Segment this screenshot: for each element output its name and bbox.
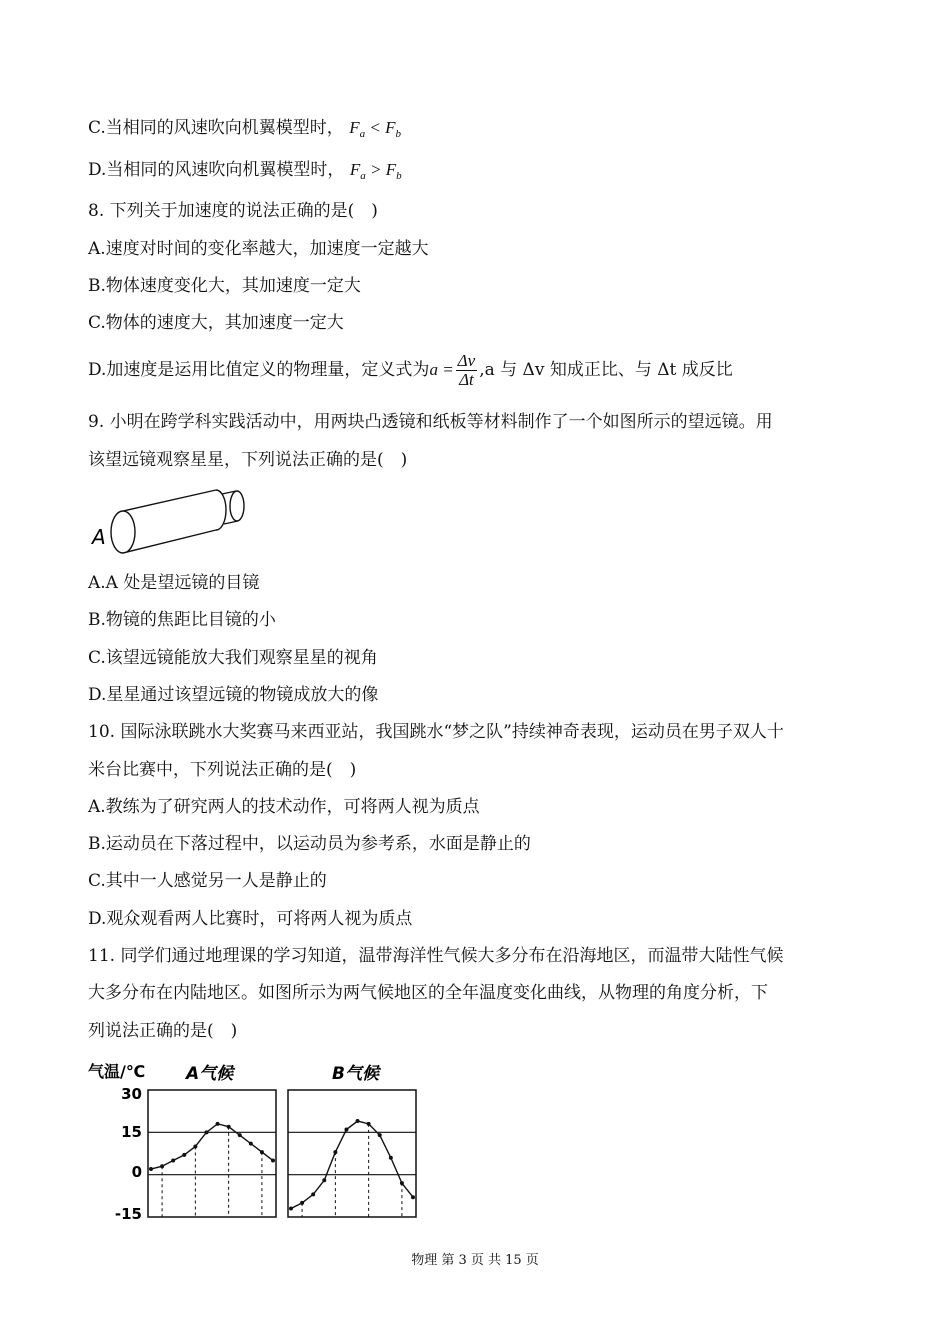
q10-option-a: A.教练为了研究两人的技术动作，可将两人视为质点 <box>88 797 480 817</box>
q10-option-b: B.运动员在下落过程中，以运动员为参考系，水面是静止的 <box>88 834 531 854</box>
chart-a-point <box>149 1167 153 1171</box>
chart-b-point <box>378 1133 382 1137</box>
q11-stem-line1: 11. 同学们通过地理课的学习知道，温带海洋性气候大多分布在沿海地区，而温带大陆性气候 <box>88 946 784 966</box>
q7-option-c: C.当相同的风速吹向机翼模型时， $F_a < F_b$ <box>88 118 401 140</box>
q7-option-d-formula-render: $F_a > F_b$ <box>349 160 402 182</box>
q10-option-c: C.其中一人感觉另一人是静止的 <box>88 871 327 891</box>
chart-a-point <box>227 1125 231 1129</box>
q8-option-b: B.物体速度变化大，其加速度一定大 <box>88 276 361 296</box>
ytick-0: 0 <box>131 1163 142 1181</box>
q8-option-a: A.速度对时间的变化率越大，加速度一定越大 <box>88 239 429 259</box>
chart-b-point <box>389 1156 393 1160</box>
q9-stem-line2: 该望远镜观察星星，下列说法正确的是( ) <box>88 450 408 470</box>
chart-a-point <box>216 1122 220 1126</box>
climate-charts <box>86 1055 426 1225</box>
chart-b-title: B气候 <box>332 1064 379 1084</box>
chart-b-point <box>289 1207 293 1211</box>
q7-option-c-formula-render: $F_a < F_b$ <box>349 118 401 140</box>
q10-option-d: D.观众观看两人比赛时，可将两人视为质点 <box>88 909 413 929</box>
ytick-15: 15 <box>121 1123 142 1141</box>
chart-a-point <box>271 1159 275 1163</box>
telescope-label-a: A <box>92 525 106 549</box>
chart-a-point <box>204 1130 208 1134</box>
chart-b-point <box>356 1119 360 1123</box>
chart-a-title: A气候 <box>186 1064 234 1084</box>
chart-a-series-line <box>151 1124 273 1169</box>
q8-fraction: $\frac{\Delta v}{\Delta t}$ <box>457 351 476 389</box>
chart-b-series-line <box>291 1121 413 1208</box>
q7-option-d: D.当相同的风速吹向机翼模型时， $F_a > F_b$ <box>88 160 402 182</box>
chart-ylabel: 气温/℃ <box>88 1062 146 1081</box>
q11-stem-line2: 大多分布在内陆地区。如图所示为两气候地区的全年温度变化曲线，从物理的角度分析，下 <box>88 983 768 1003</box>
ytick-minus15: -15 <box>114 1205 142 1223</box>
q9-stem-line1: 9. 小明在跨学科实践活动中，用两块凸透镜和纸板等材料制作了一个如图所示的望远镜。用 <box>88 412 773 432</box>
chart-b-point <box>367 1122 371 1126</box>
chart-a-point <box>193 1144 197 1148</box>
chart-a-frame <box>148 1090 276 1217</box>
q9-option-d: D.星星通过该望远镜的物镜成放大的像 <box>88 685 379 705</box>
q9-option-c: C.该望远镜能放大我们观察星星的视角 <box>88 648 378 668</box>
telescope-figure <box>88 482 258 558</box>
chart-b-point <box>311 1192 315 1196</box>
chart-a-point <box>160 1164 164 1168</box>
q8-stem: 8. 下列关于加速度的说法正确的是( ) <box>88 201 378 221</box>
chart-b-point <box>333 1150 337 1154</box>
q8-option-d: D.加速度是运用比值定义的物理量，定义式为a = $\frac{\Delta v}{\Delta t}$ ,a 与 Δv 知成正比、与 Δt 成反比 <box>88 351 733 389</box>
chart-b-point <box>322 1178 326 1182</box>
chart-a-point <box>238 1133 242 1137</box>
chart-a-point <box>171 1159 175 1163</box>
chart-b-point <box>411 1195 415 1199</box>
q9-option-a: A.A 处是望远镜的目镜 <box>88 573 260 593</box>
chart-b-point <box>344 1128 348 1132</box>
chart-a-point <box>249 1142 253 1146</box>
ytick-30: 30 <box>121 1085 142 1103</box>
q9-option-b: B.物镜的焦距比目镜的小 <box>88 610 276 630</box>
chart-a-point <box>260 1150 264 1154</box>
q10-stem-line2: 米台比赛中，下列说法正确的是( ) <box>88 760 357 780</box>
q8-formula-lhs: a = <box>429 360 454 379</box>
chart-a-point <box>182 1153 186 1157</box>
chart-b-point <box>400 1181 404 1185</box>
q10-stem-line1: 10. 国际泳联跳水大奖赛马来西亚站，我国跳水“梦之队”持续神奇表现，运动员在男子双人十 <box>88 722 784 742</box>
chart-b-frame <box>288 1090 416 1217</box>
page-footer: 物理 第 3 页 共 15 页 <box>411 1253 539 1268</box>
q8-option-c: C.物体的速度大，其加速度一定大 <box>88 313 344 333</box>
q11-stem-line3: 列说法正确的是( ) <box>88 1021 238 1041</box>
chart-b-point <box>300 1201 304 1205</box>
